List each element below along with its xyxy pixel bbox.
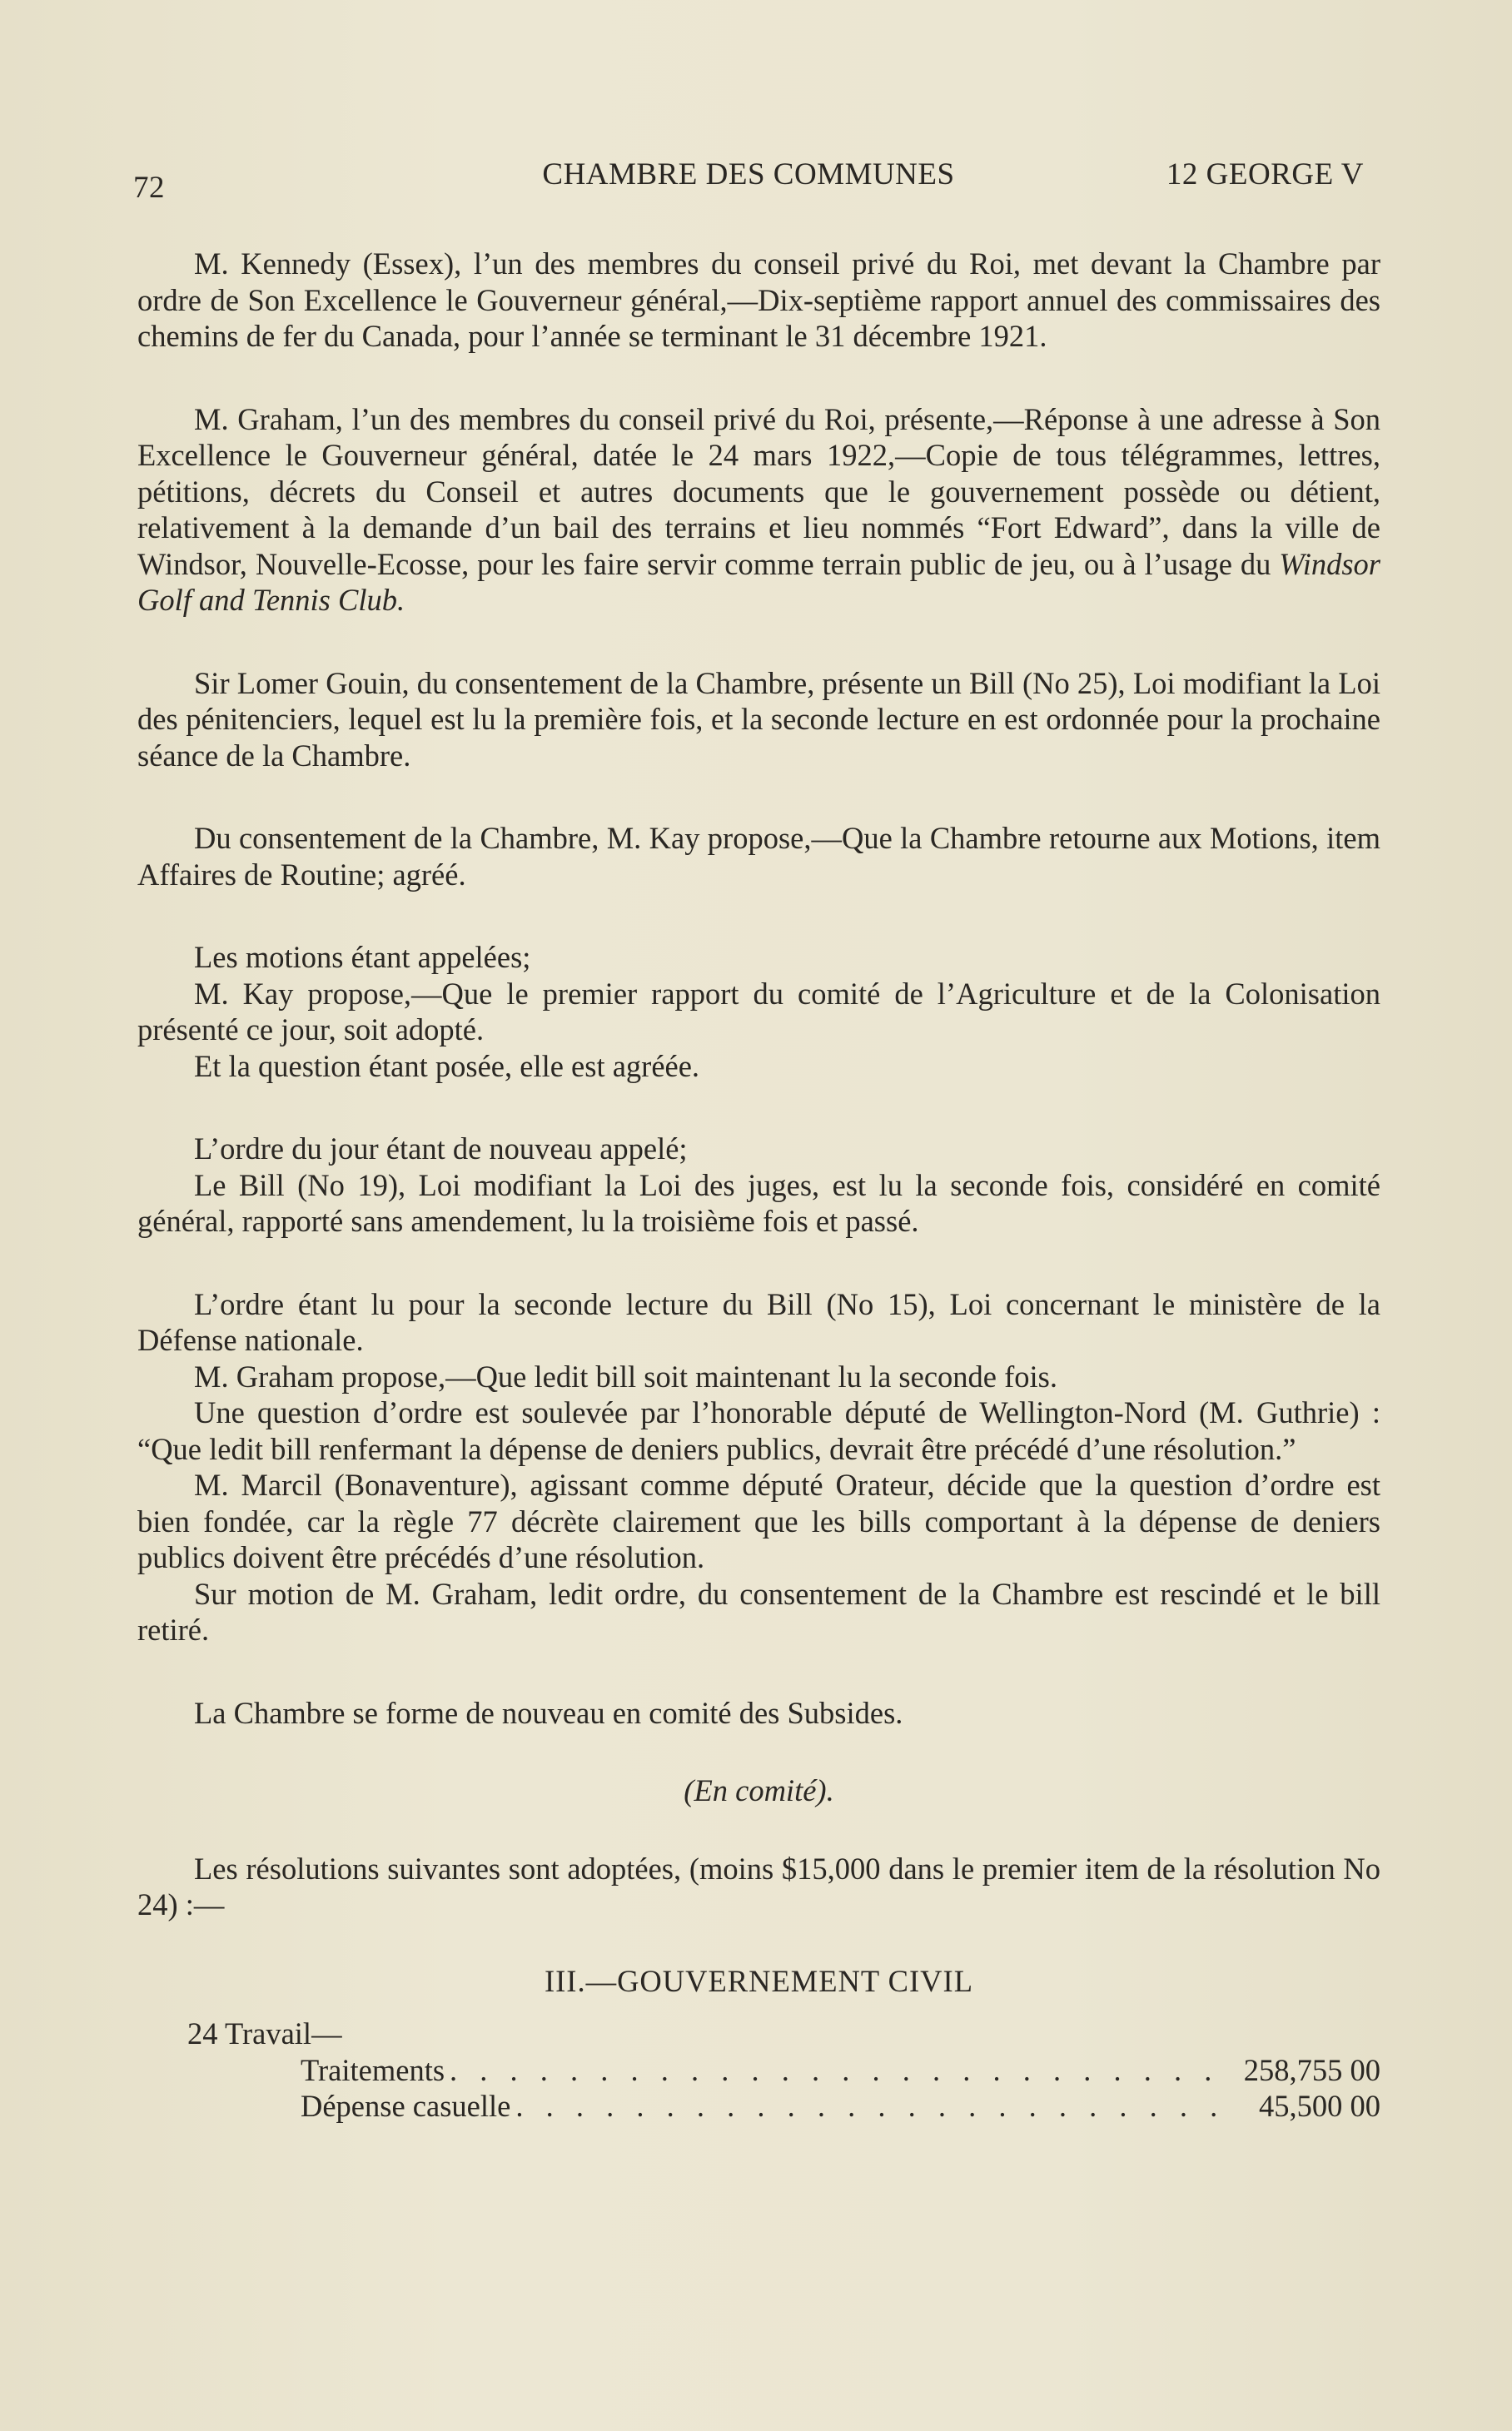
row-amount: 258,755 00 — [1243, 2052, 1380, 2087]
page-body — [137, 246, 1380, 2125]
section-heading: III.—GOUVERNEMENT CIVIL — [544, 1963, 973, 1998]
paragraph-point-of-order: Une question d’ordre est soulevée par l’honorable député de Wellington-Nord (M. Guthrie) : “Que ledit bill renfermant la dépense de deniers publics, devrait être précédé d’une résolution.” — [137, 1395, 1380, 1466]
row-amount: 45,500 00 — [1259, 2089, 1380, 2123]
table-row — [137, 2088, 1380, 2125]
paragraph-graham-text: M. Graham, l’un des membres du conseil privé du Roi, présente,—Réponse à une adresse à Son Excellence le Gouverneur général, datée le 24 mars 1922,—Copie de tous télégrammes, lettres, pétitions, décrets du Conseil et autres documents que le gouvernement possède ou détient, relativement à la demande d’un bail des terrains et lieu nommés “Fort Edward”, dans la ville de Windsor, Nouvelle-Ecosse, pour les faire servir comme terrain public de jeu, ou à l’usage du — [137, 401, 1380, 581]
club-name: Windsor Golf and Tennis Club. — [137, 546, 1380, 617]
paragraph-kay-report: M. Kay propose,—Que le premier rapport du comité de l’Agriculture et de la Colonisation présenté ce jour, soit adopté. — [137, 976, 1380, 1046]
leader-dots — [515, 2088, 1217, 2125]
paragraph-order-called: L’ordre du jour étant de nouveau appelé; — [194, 1131, 688, 1166]
paragraph-kennedy: M. Kennedy (Essex), l’un des membres du conseil privé du Roi, met devant la Chambre par ordre de Son Excellence le Gouverneur général,—Dix-septième rapport annuel des commissaires des chemins de fer du Canada, pour l’année se terminant le 31 décembre 1921. — [137, 246, 1380, 353]
page-number: 72 — [133, 171, 165, 205]
item-label: 24 Travail— — [187, 2016, 342, 2051]
paragraph-graham-response — [137, 401, 1380, 619]
paragraph-motions-called: Les motions étant appelées; — [194, 940, 531, 974]
running-title: CHAMBRE DES COMMUNES — [542, 157, 955, 191]
paragraph-question-agreed: Et la question étant posée, elle est agréée. — [194, 1048, 700, 1083]
reign-label: 12 GEORGE V — [1166, 157, 1364, 191]
row-label: Dépense casuelle — [301, 2089, 511, 2123]
paragraph-in-committee: (En comité). — [684, 1773, 834, 1807]
leader-dots — [450, 2052, 1217, 2089]
paragraph-bill-withdrawn: Sur motion de M. Graham, ledit ordre, du consentement de la Chambre est rescindé et le bill retiré. — [137, 1576, 1380, 1647]
paragraph-supply-committee: La Chambre se forme de nouveau en comité des Subsides. — [194, 1695, 903, 1730]
row-label: Traitements — [301, 2052, 445, 2087]
paragraph-resolutions: Les résolutions suivantes sont adoptées, (moins $15,000 dans le premier item de la résolution No 24) :— — [137, 1851, 1380, 1921]
paragraph-marcil-ruling: M. Marcil (Bonaventure), agissant comme député Orateur, décide que la question d’ordre est bien fondée, car la règle 77 décrète clairement que les bills comportant à la dépense de deniers publics doivent être précédés d’une résolution. — [137, 1468, 1380, 1574]
page-header — [133, 157, 1364, 206]
table-row — [137, 2052, 1380, 2089]
paragraph-bill-15: L’ordre étant lu pour la seconde lecture du Bill (No 15), Loi concernant le ministère de la Défense nationale. — [137, 1286, 1380, 1357]
paragraph-bill-19: Le Bill (No 19), Loi modifiant la Loi des juges, est lu la seconde fois, considéré en comité général, rapporté sans amendement, lu la troisième fois et passé. — [137, 1167, 1380, 1238]
paragraph-kay-motion: Du consentement de la Chambre, M. Kay propose,—Que la Chambre retourne aux Motions, item Affaires de Routine; agréé. — [137, 821, 1380, 892]
paragraph-graham-second-reading: M. Graham propose,—Que ledit bill soit maintenant lu la seconde fois. — [194, 1359, 1057, 1394]
paragraph-gouin-bill: Sir Lomer Gouin, du consentement de la Chambre, présente un Bill (No 25), Loi modifiant la Loi des pénitenciers, lequel est lu la première fois, et la seconde lecture en est ordonnée pour la prochaine séance de la Chambre. — [137, 665, 1380, 773]
